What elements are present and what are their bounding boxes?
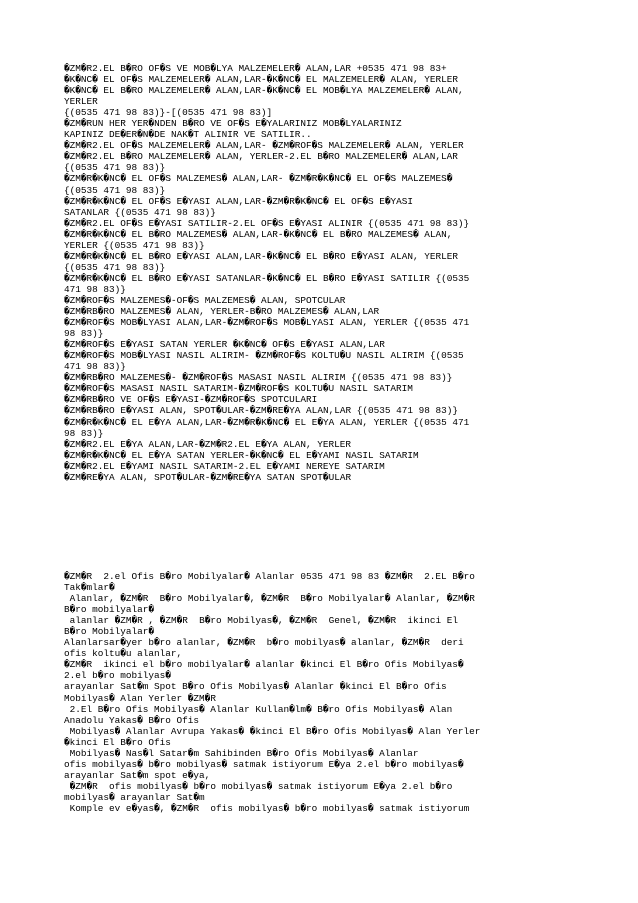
text-line: 98 83)} <box>64 427 104 439</box>
text-line: 98 83)} <box>64 328 104 340</box>
text-line: �ZM�R�K�NC� EL OF�S E�YASI ALAN,LAR-�ZM�R�K�NC� EL OF�S E�YASI <box>64 195 414 207</box>
text-line: ofis koltu�u alanlar, <box>64 648 183 660</box>
text-line: �ZM�RB�RO MALZEMES�- �ZM�ROF�S MASASI NASIL ALIRIM {(0535 471 98 83)} <box>64 372 453 384</box>
text-line: �ZM�R2.EL OF�S MALZEMELER� ALAN,LAR- �ZM�ROF�S MALZEMELER� ALAN, YERLER <box>64 140 464 152</box>
text-line: �ZM�ROF�S E�YASI SATAN YERLER �K�NC� OF�S E�YASI ALAN,LAR <box>64 339 385 351</box>
text-line: Anadolu Yakas� B�ro Ofis <box>64 714 200 726</box>
text-line: Alanlarsar�yer b�ro alanlar, �ZM�R b�ro mobilyas� alanlar, �ZM�R deri <box>64 637 464 649</box>
text-line: arayanlar Sat�m spot e�ya, <box>64 769 211 781</box>
text-line: 471 98 83)} <box>64 283 126 295</box>
text-line: �ZM�R2.EL E�YAMI NASIL SATARIM-2.EL E�YAMI NEREYE SATARIM <box>64 460 385 472</box>
text-line: �ZM�R2.EL B�RO OF�S VE MOB�LYA MALZEMELER� ALAN,LAR +0535 471 98 83+ <box>64 63 447 74</box>
text-line: YERLER <box>64 96 98 108</box>
text-line: Komple ev e�yas�, �ZM�R ofis mobilyas� b�ro mobilyas� satmak istiyorum <box>64 802 470 814</box>
text-line: alanlar �ZM�R , �ZM�R B�ro Mobilyas�, �ZM�R Genel, �ZM�R ikinci El <box>64 615 458 627</box>
text-line: �ZM�R�K�NC� EL OF�S MALZEMES� ALAN,LAR- �ZM�R�K�NC� EL OF�S MALZEMES� <box>64 173 453 185</box>
text-line: �ZM�R�K�NC� EL B�RO E�YASI ALAN,LAR-�K�NC� EL B�RO E�YASI ALAN, YERLER <box>64 250 459 262</box>
text-line: �ZM�RE�YA ALAN, SPOT�ULAR-�ZM�RE�YA SATAN SPOT�ULAR <box>64 471 352 483</box>
text-line: B�ro mobilyalar� <box>64 604 155 616</box>
text-line: �ZM�RB�RO VE OF�S E�YASI-�ZM�ROF�S SPOTCULARI <box>64 394 318 406</box>
text-line: ofis mobilyas� b�ro mobilyas� satmak istiyorum E�ya 2.el b�ro mobilyas� <box>64 758 464 770</box>
text-line: {(0535 471 98 83)} <box>64 261 166 273</box>
text-line: SATANLAR {(0535 471 98 83)} <box>64 206 216 218</box>
text-line: �ZM�RB�RO E�YASI ALAN, SPOT�ULAR-�ZM�RE�YA ALAN,LAR {(0535 471 98 83)} <box>64 405 458 417</box>
text-line: Tak�mlar� <box>64 582 115 594</box>
text-line: arayanlar Sat�m Spot B�ro Ofis Mobilyas� Alanlar �kinci El B�ro Ofis <box>64 681 447 693</box>
text-line: �ZM�R�K�NC� EL B�RO E�YASI SATANLAR-�K�NC� EL B�RO E�YASI SATILIR {(0535 <box>64 272 470 284</box>
text-line: Mobilyas� Alanlar Avrupa Yakas� �kinci El B�ro Ofis Mobilyas� Alan Yerler <box>64 725 481 737</box>
text-line: B�ro Mobilyalar� <box>64 626 155 638</box>
text-line: �K�NC� EL B�RO MALZEMELER� ALAN,LAR-�K�NC� EL MOB�LYA MALZEMELER� ALAN, <box>64 85 464 97</box>
text-line: Mobilyas� Alan Yerler �ZM�R <box>64 692 216 704</box>
text-line: �ZM�R�K�NC� EL B�RO MALZEMES� ALAN,LAR-�K�NC� EL B�RO MALZEMES� ALAN, <box>64 228 453 240</box>
text-line: �ZM�R�K�NC� EL E�YA ALAN,LAR-�ZM�R�K�NC� EL E�YA ALAN, YERLER {(0535 471 <box>64 416 470 428</box>
text-line: YERLER {(0535 471 98 83)} <box>64 239 205 251</box>
listing-text-block <box>64 63 576 483</box>
text-line: �ZM�R ikinci el b�ro mobilyalar� alanlar �kinci El B�ro Ofis Mobilyas� <box>64 659 464 671</box>
text-line: KAPINIZ DE�ER�N�DE NAK�T ALINIR VE SATILIR.. <box>64 129 312 141</box>
text-line: {(0535 471 98 83)}-[(0535 471 98 83)] <box>64 107 273 119</box>
text-line: �ZM�R�K�NC� EL E�YA SATAN YERLER-�K�NC� EL E�YAMI NASIL SATARIM <box>64 449 419 461</box>
text-line: �ZM�ROF�S MOB�LYASI NASIL ALIRIM- �ZM�ROF�S KOLTU�U NASIL ALIRIM {(0535 <box>64 350 464 362</box>
text-line: �ZM�R2.EL E�YA ALAN,LAR-�ZM�R2.EL E�YA ALAN, YERLER <box>64 438 352 450</box>
text-line: �ZM�R2.EL B�RO MALZEMELER� ALAN, YERLER-2.EL B�RO MALZEMELER� ALAN,LAR <box>64 151 458 163</box>
text-line: �ZM�RUN HER YER�NDEN B�RO VE OF�S E�YALARINIZ MOB�LYALARINIZ <box>64 118 402 130</box>
text-line: Alanlar, �ZM�R B�ro Mobilyalar�, �ZM�R B�ro Mobilyalar� Alanlar, �ZM�R <box>64 593 475 605</box>
description-text-block <box>64 571 576 814</box>
text-line: �ZM�R 2.el Ofis B�ro Mobilyalar� Alanlar 0535 471 98 83 �ZM�R 2.EL B�ro <box>64 571 475 582</box>
text-line: mobilyas� arayanlar Sat�m <box>64 791 205 803</box>
text-line: {(0535 471 98 83)} <box>64 184 166 196</box>
text-line: 2.El B�ro Ofis Mobilyas� Alanlar Kullan�lm� B�ro Ofis Mobilyas� Alan <box>64 703 453 715</box>
text-line: �ZM�ROF�S MASASI NASIL SATARIM-�ZM�ROF�S KOLTU�U NASIL SATARIM <box>64 383 413 395</box>
text-line: �ZM�R2.EL OF�S E�YASI SATILIR-2.EL OF�S E�YASI ALINIR {(0535 471 98 83)} <box>64 217 470 229</box>
text-line: 471 98 83)} <box>64 361 126 373</box>
text-line: �ZM�R ofis mobilyas� b�ro mobilyas� satmak istiyorum E�ya 2.el b�ro <box>64 780 453 792</box>
text-line: {(0535 471 98 83)} <box>64 162 166 174</box>
text-line: �K�NC� EL OF�S MALZEMELER� ALAN,LAR-�K�NC� EL MALZEMELER� ALAN, YERLER <box>64 74 458 86</box>
text-line: �ZM�RB�RO MALZEMES� ALAN, YERLER-B�RO MALZEMES� ALAN,LAR <box>64 306 380 318</box>
text-line: �ZM�ROF�S MALZEMES�-OF�S MALZEMES� ALAN, SPOTCULAR <box>64 294 346 306</box>
text-line: �kinci El B�ro Ofis <box>64 736 171 748</box>
text-line: 2.el b�ro mobilyas� <box>64 670 171 682</box>
text-line: �ZM�ROF�S MOB�LYASI ALAN,LAR-�ZM�ROF�S MOB�LYASI ALAN, YERLER {(0535 471 <box>64 317 470 329</box>
text-line: Mobilyas� Nas�l Satar�m Sahibinden B�ro Ofis Mobilyas� Alanlar <box>64 747 419 759</box>
